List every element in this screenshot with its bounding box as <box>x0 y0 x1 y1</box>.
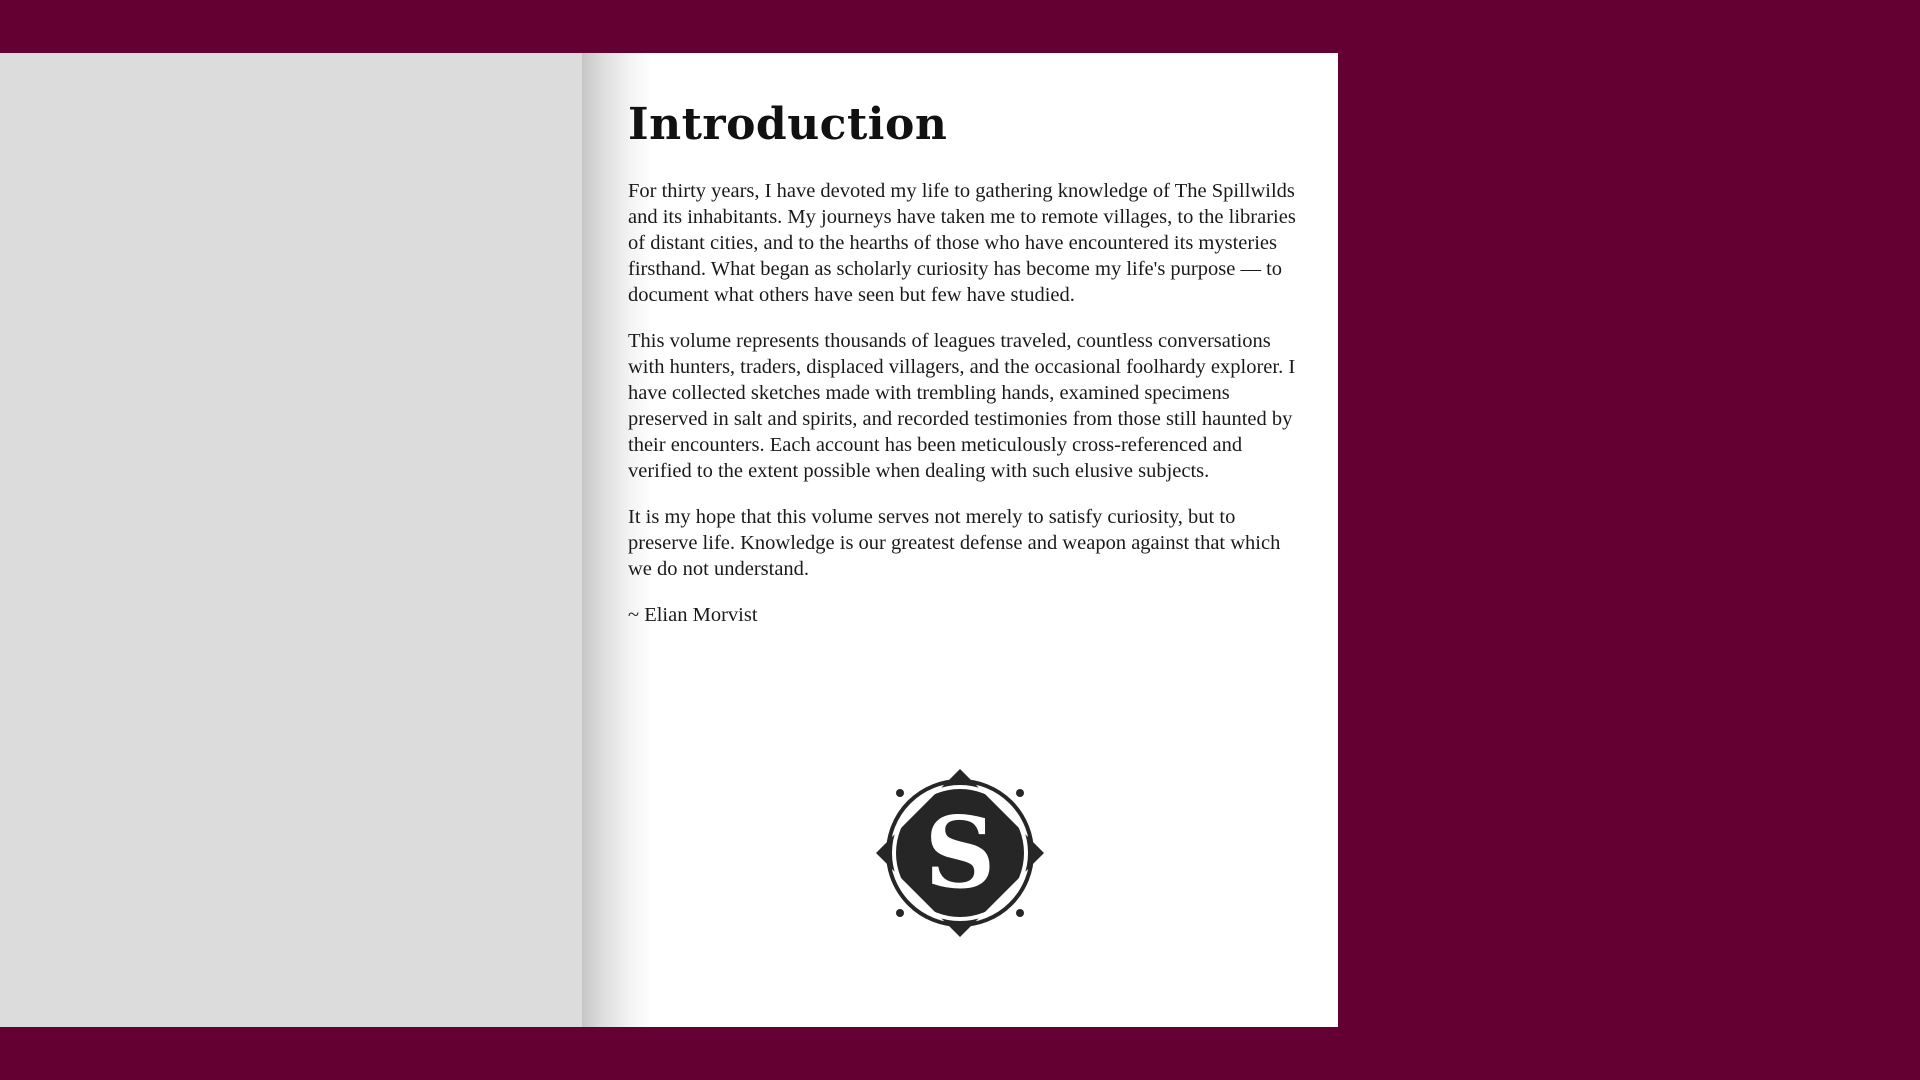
left-page <box>0 53 582 1027</box>
intro-paragraph-1: For thirty years, I have devoted my life to gathering knowledge of The Spillwilds and its inhabitants. My journeys have taken me to remote villages, to the libraries of distant cities, and to the hearths of those who have encountered its mysteries firsthand. What began as scholarly curiosity has become my life's purpose — to document what others have seen but few have studied. <box>628 179 1296 306</box>
emblem-letter: S <box>924 796 996 911</box>
intro-paragraph-3: It is my hope that this volume serves not merely to satisfy curiosity, but to preserve life. Knowledge is our greatest defense and weapon against that which we do not understand. <box>628 505 1281 580</box>
page-title: Introduction <box>628 99 948 150</box>
intro-paragraph-2: This volume represents thousands of leagues traveled, countless conversations with hunters, traders, displaced villagers, and the occasional foolhardy explorer. I have collected sketches made with trembling hands, examined specimens preserved in salt and spirits, and recorded testimonies from those still haunted by their encounters. Each account has been meticulously cross-referenced and verified to the extent possible when dealing with such elusive subjects. <box>628 329 1296 482</box>
s-emblem-icon <box>876 769 1044 937</box>
author-signature: ~ Elian Morvist <box>628 603 758 626</box>
page-content <box>628 99 1298 628</box>
right-page <box>582 53 1338 1027</box>
open-book <box>0 53 1338 1027</box>
